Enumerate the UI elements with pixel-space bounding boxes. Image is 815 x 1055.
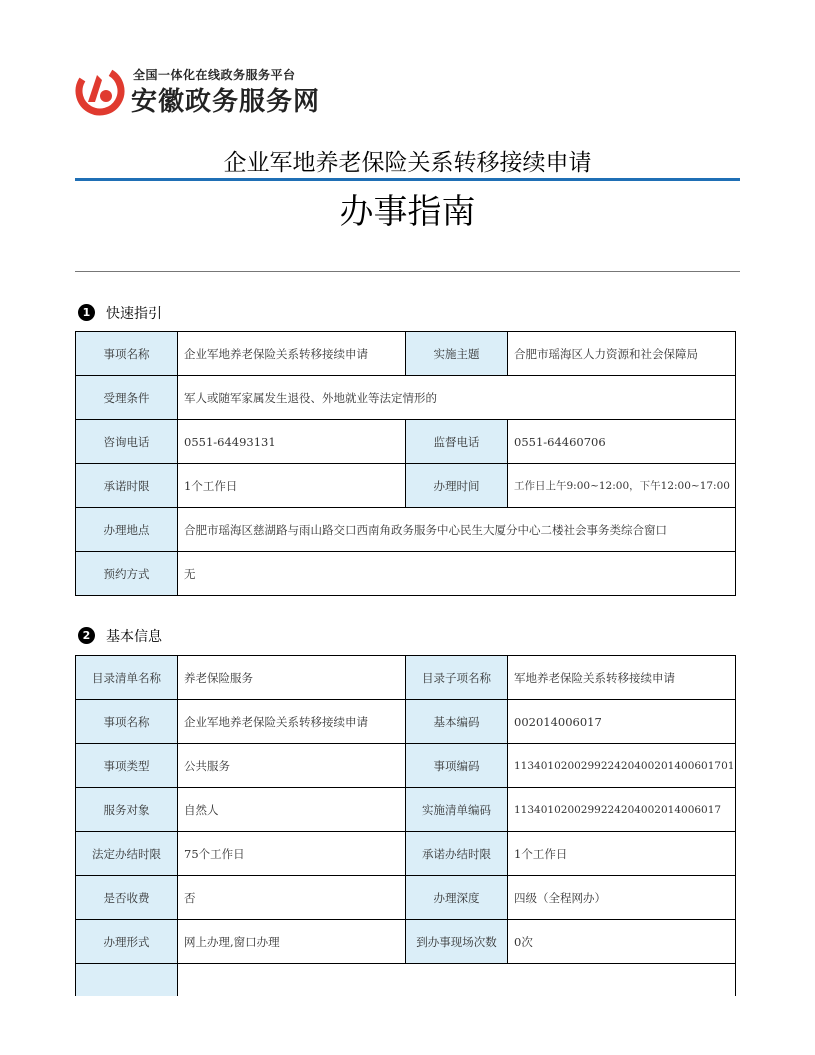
field-value: 否	[178, 876, 406, 920]
field-label: 办理深度	[406, 876, 508, 920]
section-number-badge: 1	[78, 304, 95, 321]
field-value: 1134010200299224204002014006017	[508, 788, 736, 832]
table-row	[76, 876, 736, 920]
field-value: 自然人	[178, 788, 406, 832]
field-value: 0次	[508, 920, 736, 964]
field-value: 合肥市瑶海区人力资源和社会保障局	[508, 332, 736, 376]
document-subtitle: 办事指南	[339, 192, 476, 232]
field-value: 四级（全程网办）	[508, 876, 736, 920]
field-label: 监督电话	[406, 420, 508, 464]
field-value: 军地养老保险关系转移接续申请	[508, 656, 736, 700]
logo-subtitle: 全国一体化在线政务服务平台	[133, 68, 296, 82]
basic-info-table	[75, 655, 736, 996]
site-logo[interactable]	[75, 64, 335, 118]
table-row	[76, 744, 736, 788]
field-value: 合肥市瑶海区慈湖路与雨山路交口西南角政务服务中心民生大厦分中心二楼社会事务类综合窗口	[178, 508, 736, 552]
field-label: 法定办结时限	[76, 832, 178, 876]
field-label: 实施清单编码	[406, 788, 508, 832]
field-label: 办理时间	[406, 464, 508, 508]
field-label: 咨询电话	[76, 420, 178, 464]
section-number-badge: 2	[78, 627, 95, 644]
field-label: 事项名称	[76, 700, 178, 744]
field-value: 1个工作日	[178, 464, 406, 508]
field-value: 002014006017	[508, 700, 736, 744]
section-title: 基本信息	[106, 629, 162, 645]
logo-title: 安徽政务服务网	[131, 87, 321, 117]
table-row	[76, 332, 736, 376]
field-label	[76, 964, 178, 997]
table-row	[76, 700, 736, 744]
field-label: 受理条件	[76, 376, 178, 420]
field-label: 办理地点	[76, 508, 178, 552]
field-label: 承诺时限	[76, 464, 178, 508]
field-label: 承诺办结时限	[406, 832, 508, 876]
table-row	[76, 832, 736, 876]
field-value: 企业军地养老保险关系转移接续申请	[178, 700, 406, 744]
table-row	[76, 552, 736, 596]
document-title: 企业军地养老保险关系转移接续申请	[223, 150, 592, 176]
field-value: 0551-64493131	[178, 420, 406, 464]
table-row	[76, 964, 736, 997]
field-label: 是否收费	[76, 876, 178, 920]
field-value: 养老保险服务	[178, 656, 406, 700]
field-value: 企业军地养老保险关系转移接续申请	[178, 332, 406, 376]
table-row	[76, 920, 736, 964]
field-label: 服务对象	[76, 788, 178, 832]
field-value: 无	[178, 552, 736, 596]
table-row	[76, 464, 736, 508]
field-value	[178, 964, 736, 997]
field-value: 公共服务	[178, 744, 406, 788]
field-label: 目录清单名称	[76, 656, 178, 700]
field-label: 目录子项名称	[406, 656, 508, 700]
field-value: 军人或随军家属发生退役、外地就业等法定情形的	[178, 376, 736, 420]
field-label: 预约方式	[76, 552, 178, 596]
field-label: 事项编码	[406, 744, 508, 788]
section-title: 快速指引	[106, 306, 162, 322]
anhui-logo-icon	[75, 66, 125, 116]
table-row	[76, 376, 736, 420]
quick-guide-table	[75, 331, 736, 596]
table-row	[76, 656, 736, 700]
section-divider	[75, 271, 740, 272]
field-value: 75个工作日	[178, 832, 406, 876]
field-label: 到办事现场次数	[406, 920, 508, 964]
field-value: 113401020029922420400201400601701	[508, 744, 736, 788]
field-value: 工作日上午9:00~12:00，下午12:00~17:00	[508, 464, 736, 508]
field-label: 事项名称	[76, 332, 178, 376]
table-row	[76, 788, 736, 832]
field-value: 1个工作日	[508, 832, 736, 876]
field-label: 事项类型	[76, 744, 178, 788]
field-value: 网上办理,窗口办理	[178, 920, 406, 964]
title-divider	[75, 178, 740, 181]
field-label: 基本编码	[406, 700, 508, 744]
field-label: 办理形式	[76, 920, 178, 964]
field-value: 0551-64460706	[508, 420, 736, 464]
table-row	[76, 508, 736, 552]
table-row	[76, 420, 736, 464]
field-label: 实施主题	[406, 332, 508, 376]
